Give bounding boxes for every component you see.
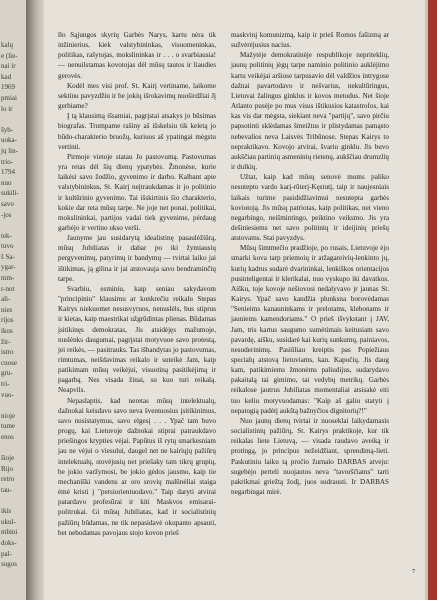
left-page-fragments bbox=[0, 40, 26, 570]
left-page-fragment: lo ir bbox=[1, 104, 13, 113]
left-page-fragment: istro bbox=[1, 348, 14, 357]
left-page-fragment: uoka- bbox=[1, 136, 17, 145]
left-page-fragment: savo bbox=[1, 199, 14, 208]
paragraph: Svarbiu, esminiu, kaip seniau sakydavom "principiniu" klausimu ar konkrečiu reikalu Stepas Kairys niekuomet nesusvyruos, nenuslėls, bus stiprus ir kietas, kaip maestrikai užgrūdintas plienas. Būdamas įsitikinęs demokratas, Jis atsidėjęs mažumoje, nuslėnks daugumai, pagrįstai motyvuoe savo protestą, jei reikės, — pasitrauks. Tas išbandytas jo pastovumas, rimtumas, neišdavimas reikalo ir suteikė Jam, kaip patikimam mūsų veikėjui, visuotiną pasitikėjimą ir pagarbą. Nes visada žinai, su kuo turi reikalą. Neapvils. bbox=[58, 284, 216, 395]
left-page-fragment: 1794 bbox=[1, 168, 15, 177]
left-page-fragment: šioje bbox=[1, 454, 15, 463]
paragraph: Mažytėje demokratinėje respublikoje nepriteklių, jaunų politinių jėgų tarpe naminio politinio auklėjimo kartu veikėjai aršiose tarpusavio dėl valdžios intrygose dažnai pavartodavo ir nešvarius, nekultūringus, Lietuvai žalingus ginklus ir kovos metodus. Net šioje Atlanto pusėje po mus visus ištikusios katastrofos, kai kas vis dar mėgsta, siekiant neva "partijų", savo pirčiu papsotinti sklėdamas šmeižtus ir plistydamas pamąsto nebevalios neva Laisvės Tribūnose. Stepas Kairys to nepraktikavo. Kovojo atvirai, švariu ginklu. Jis buvo aukščiau partinių asmeninių rietenų, aukščiau drumzlių ir dulkių. bbox=[231, 51, 389, 172]
left-page-fragment: enos bbox=[1, 432, 14, 441]
left-page-fragment: retro bbox=[1, 475, 15, 484]
paragraph: Jaunyme jau susidarytą idealistinę pasaulėžiūrą, mūsų Jubiliatas ir dabar po iki žymiausių pergyvenimų, patyrimų ir bandymų — tvirtai laiko jai ištikimas, ją gilina ir jai atstovauja savo bendraminčių tarpe. bbox=[58, 234, 216, 283]
paragraph: maskvinį komunizmą, kaip ir prieš Romos fašizmą ar sužvėrėjusius nacius. bbox=[231, 31, 389, 50]
page-stack-edge bbox=[425, 0, 428, 600]
right-text-column bbox=[231, 30, 389, 497]
left-page-fragment: ukul- bbox=[1, 517, 16, 526]
left-page-fragment: cuose bbox=[1, 358, 17, 367]
paragraph: Į tą klausimą išsamiai, pagrįstai atsakys jo būsimas biografas. Trumpame rašiny aš išskelsiu tik keletą jo būdo-charakterio bruožų, kuriuos aš ypatingai mėgstu vertinti. bbox=[58, 112, 216, 151]
left-page-fragment: ikis bbox=[1, 507, 12, 516]
left-page-fragment: kalų bbox=[1, 41, 14, 49]
left-page-fragment: sukili- bbox=[1, 189, 19, 198]
left-page-fragment: žir- bbox=[1, 337, 11, 346]
page-number: 7 bbox=[412, 568, 416, 575]
left-page-fragment: mm- bbox=[1, 274, 15, 283]
left-page-fragment: pmiai bbox=[1, 93, 17, 102]
left-page-fragment bbox=[0, 400, 26, 411]
left-page-fragment: gru- bbox=[1, 369, 13, 378]
left-page-fragment: Rijo bbox=[1, 464, 14, 473]
left-page-fragment: tume bbox=[1, 422, 15, 431]
left-page-fragment: nies bbox=[1, 305, 13, 314]
left-page-edge bbox=[0, 0, 27, 600]
left-page-fragment: doks- bbox=[1, 538, 17, 547]
left-page-fragment: ali- bbox=[1, 295, 11, 304]
left-page-fragment bbox=[0, 114, 26, 125]
left-page-fragment: trio- bbox=[1, 157, 14, 166]
paragraph: Mūsų šimtmečio pradžioje, po rusais, Lietuvoje ėjo smarki kova tarp priemoių ir atžagareivių-lenkinto jų, kurių kadrus sudarė dvarininkai, lenkiškos orientacijos pusinteligentai ir klerikalai, nuo vyskupo iki davatkos. Aišku, toje kovoje nešiovosi nedalyvavo jr jaunas St. Kairys. Ypač savo kandžia plunksna borovėdamas "Senieims kanauninkams ir prelotams, klebonams ir jauniems kamendoriams." O prieš išvykstant į JAV, Jam, tris kartus saugumo sumėtimais keitusiam savo pavardę, aišku, susidarė kai kurių sunkumų, painiavos, nesuderinimų. Pasiūliau kreiptis pas Popiežiaus specialų atstovą lietuviams, kan. Kapočių. Jis daug kam, patikimiems žmonėms paliudijus, sudarydavo pakaitalą tai gimimo, tai vedybų metrikų. Garbės reikalose jautrus Jubiliatas momentaliai atsisakė eiti tuo keliu motyvuodamas: "Kaip aš galiu statyti į nepatogią padėtį aukštą bažnyčios dignitorių?!" bbox=[231, 244, 389, 415]
left-page-fragment: tek- bbox=[1, 231, 12, 240]
paragraph: Nuo jaunų dienų tvirtai ir nuoseklai laikydamasis socialistinių pažiūrų, St. Kairys praktikoje, kur tik reikalas liete Lietuvą, — visada raudavo aveiką ir protingą, jo principus nežeidžiant, sprendimą-lieti. Paskutiniu laiku tą pročio žurnalo DARBAS atveju: sugebėjo perteli nuojautos neva "tavorščiams" tarti pakrikmai griežtą žodį, juos sudrausti. Ir DARBAS negarbingai mirė. bbox=[231, 416, 389, 497]
book-gutter bbox=[26, 0, 44, 600]
paragraph: Kodėl mes visi prof. St. Kairį vertiname, laikome sektinu pavyzdžiu ir be jokių išrokavimų nuoširdžiai Jį gerbiame? bbox=[58, 81, 216, 111]
left-page-fragment: šyb- bbox=[1, 125, 14, 134]
left-page-fragment: tri- bbox=[1, 380, 10, 388]
left-page-fragment: rijos bbox=[1, 316, 14, 325]
left-page-fragment: 1969 bbox=[1, 83, 15, 92]
left-page-fragment: tau- bbox=[1, 485, 12, 494]
left-page-fragment: jų lin- bbox=[1, 146, 18, 155]
paragraph: Nepaslaptis, kad neretas mūsų intelektualų, dažnokai keisdavo savo neva šventuosius įsitikinimus, savo nusistatymus, savo elgesį . . . Ypač tam buvo progų, kai Lietuvoje dažnokai stiprai patraukdavo priešingos krypties vėjai. Papūtus iš rytų smarkesniam jau ne vėjui o viesului, daugel net ne kairiųjų pažiūrų intelektualų, stovėjusių net priešaky tam tikrų grupių, be jokio varžymosi, be jokio gėdos jausmo, kaip tie mechaniški vandens ar oro srovių malūnėliai staiga ėmė kristi į "persiorientuodavo." Taip daryti atvirai patardavo profesūrai ir kiti Maskvos emisarai-politrukai. Gi mūsų Jubiliatas, kad ir socialistinių pažiūrų būdamas, ne tik nepasidavė okupanto apsauti, bet nebodamas pavojaus stojo kovon prieš bbox=[58, 396, 216, 537]
left-text-column bbox=[58, 30, 216, 538]
left-page-fragment: mbini bbox=[1, 528, 18, 537]
paragraph: Užtat, kaip kad mūsų senovė mums paliko nesutepto vardo karį-rūterį-Kęstutį, taip ir naujesniais laikais turime pasididžiavimui nesutepta garbės koviotoją. Jis mūsų patriotas, kaip politikas, nei vieno negarbingo, neišmintingo, peiktino veiksmo. Jis yra dešiniesiems net savo politinių ir ideijinių priešų atstovams. Stai pavyzdys. bbox=[231, 173, 389, 243]
left-page-fragment: pal- bbox=[1, 549, 12, 558]
left-page-fragment: š Sa- bbox=[1, 252, 15, 261]
left-page-fragment: sugos bbox=[1, 560, 17, 569]
left-page-fragment: nai ir bbox=[1, 62, 16, 71]
left-page-fragment: nuo bbox=[1, 178, 12, 187]
left-page-fragment: vuo- bbox=[1, 390, 14, 399]
left-page-fragment bbox=[0, 496, 26, 507]
left-page-fragment bbox=[0, 220, 26, 231]
left-page-fragment: ikos bbox=[1, 327, 13, 336]
left-page-fragment: nioje bbox=[1, 411, 15, 420]
left-page-fragment: ygar- bbox=[1, 263, 16, 272]
left-page-fragment bbox=[0, 443, 26, 454]
paragraph: llo Sąjungos skyrių Garbės Narys, kartu nėra tik inžinierius, kiek valstybininkas, visuomeninkas, politikas, rašytojas, mokslininkas ir . . . o svarbiausia! — nenuilstamas kovotojas dėl mūsų tautos ir liaudies gerovės. bbox=[58, 31, 216, 80]
left-page-fragment: r-not bbox=[1, 284, 15, 293]
left-page-fragment: tuvo bbox=[1, 242, 14, 251]
book-cover-edge bbox=[425, 0, 437, 600]
left-page-fragment: kad bbox=[1, 72, 12, 81]
paragraph: Pirmoje vietoje statau Jo pastovumą. Pastovumas yra retas dėl šių dienų ypatybės. Žmonėse, kurie laikėsi savo žodžio, gyvenimo ir darbo. Kalbant apie valstybininkus, St. Kairį neįtraukdamas ir jo politinio ir kultūrinio gyvenimo. Tai išskirtinis šio charakterio, kokie dar reta mūsų tarpe. Ne joje net ponai, politikai, mokslininkai, partijos vadai tiek gyvenime, pėrdaug garbėjo ir vertino ukso verši. bbox=[58, 152, 216, 232]
left-page-fragment: -jos bbox=[1, 210, 12, 219]
left-page-fragment: e (lie- bbox=[1, 51, 18, 60]
